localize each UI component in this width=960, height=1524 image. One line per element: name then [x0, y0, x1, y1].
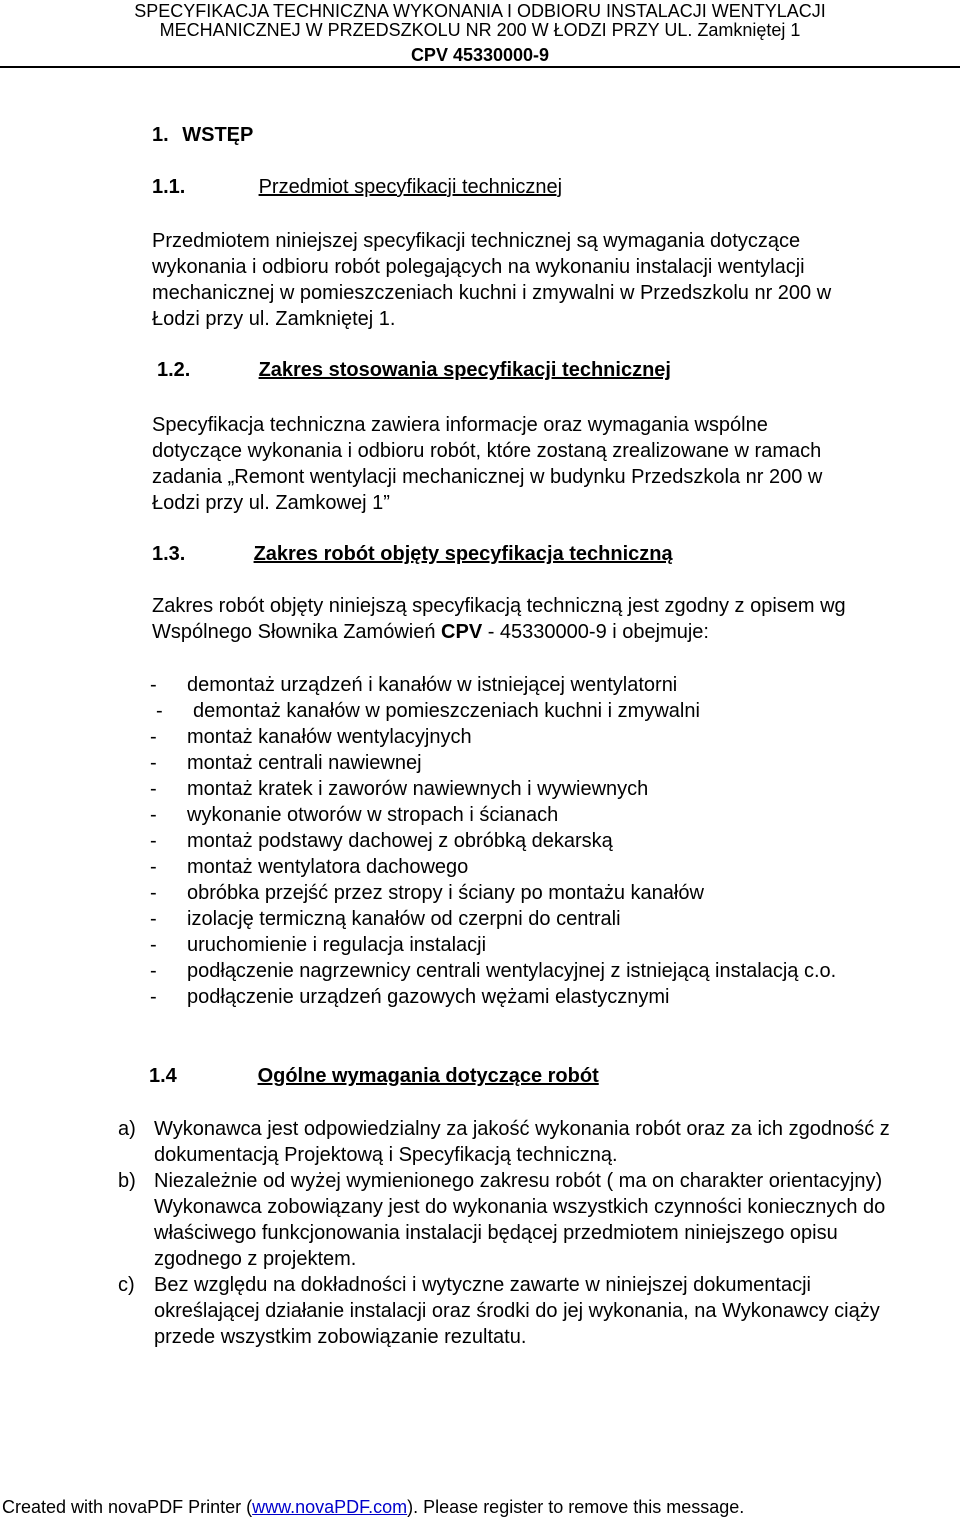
dash-bullet: -	[150, 830, 157, 852]
dash-bullet: -	[150, 726, 157, 748]
list-item	[150, 906, 836, 932]
item-text: Bez względu na dokładności i wytyczne zawarte w niniejszej dokumentacji określającej działanie instalacji oraz środki do jej wykonania, na Wykonawcy ciąży przede wszystkim zobowiązanie rezultatu.	[154, 1274, 880, 1348]
list-item-text: montaż centrali nawiewnej	[187, 752, 422, 774]
section-1-3-intro	[152, 593, 846, 645]
list-item	[150, 854, 836, 880]
list-item	[150, 802, 836, 828]
paragraph-line: Specyfikacja techniczna zawiera informacje oraz wymagania wspólne	[152, 414, 768, 436]
list-item-text: obróbka przejść przez stropy i ściany po montażu kanałów	[187, 882, 704, 904]
item-marker: b)	[118, 1170, 136, 1192]
paragraph-line: wykonania i odbioru robót polegających na wykonaniu instalacji wentylacji	[152, 256, 805, 278]
paragraph-line: Łodzi przy ul. Zamkowej 1”	[152, 492, 390, 514]
requirements-list	[118, 1116, 914, 1350]
requirement-item	[118, 1116, 914, 1168]
paragraph-line: Zakres robót objęty niniejszą specyfikacją techniczną jest zgodny z opisem wg	[152, 595, 846, 617]
dash-bullet: -	[150, 674, 157, 696]
header-rule	[0, 66, 960, 68]
text-segment: Wspólnego Słownika Zamówień	[152, 621, 442, 643]
paragraph-line: mechanicznej w pomieszczeniach kuchni i zmywalni w Przedszkolu nr 200 w	[152, 282, 832, 304]
list-item	[156, 698, 842, 724]
dash-bullet: -	[150, 778, 157, 800]
section-1-4-heading	[149, 1065, 599, 1088]
section-1-1-title: Przedmiot specyfikacji technicznej	[258, 176, 563, 198]
cpv-label: CPV	[441, 621, 483, 643]
section-1-heading	[152, 124, 253, 147]
list-item-text: montaż kanałów wentylacyjnych	[187, 726, 472, 748]
dash-bullet: -	[150, 960, 157, 982]
section-1-1-number: 1.1.	[152, 176, 186, 198]
footer-text: Created with novaPDF Printer (	[2, 1497, 253, 1517]
section-1-3-number: 1.3.	[152, 543, 186, 565]
section-1-2-number: 1.2.	[157, 359, 191, 381]
requirement-item	[118, 1272, 914, 1350]
item-marker: a)	[118, 1118, 136, 1140]
section-1-2-paragraph	[152, 412, 822, 516]
list-item-text: uruchomienie i regulacja instalacji	[187, 934, 487, 956]
list-item-text: montaż wentylatora dachowego	[187, 856, 469, 878]
dash-bullet: -	[156, 700, 163, 722]
list-item-text: montaż kratek i zaworów nawiewnych i wywiewnych	[187, 778, 649, 800]
header-line-2: MECHANICZNEJ W PRZEDSZKOLU NR 200 W ŁODZI PRZY UL. Zamkniętej 1	[159, 20, 801, 40]
list-item	[150, 750, 836, 776]
list-item	[150, 672, 836, 698]
section-1-1-paragraph	[152, 228, 831, 332]
footer-watermark	[2, 1496, 744, 1518]
list-item-text: demontaż kanałów w pomieszczeniach kuchni i zmywalni	[193, 700, 700, 722]
footer-link[interactable]: www.novaPDF.com	[252, 1497, 408, 1517]
text-segment: - 45330000-9 i obejmuje:	[482, 621, 709, 643]
dash-bullet: -	[150, 986, 157, 1008]
requirement-item	[118, 1168, 914, 1272]
list-item-text: podłączenie urządzeń gazowych wężami elastycznymi	[187, 986, 670, 1008]
list-item-text: wykonanie otworów w stropach i ścianach	[187, 804, 559, 826]
item-text: Wykonawca jest odpowiedzialny za jakość wykonania robót oraz za ich zgodność z dokumentacją Projektową i Specyfikacją techniczną.	[154, 1118, 890, 1166]
section-1-number: 1.	[152, 124, 169, 146]
scope-list	[150, 672, 836, 1010]
paragraph-line: Przedmiotem niniejszej specyfikacji technicznej są wymagania dotyczące	[152, 230, 801, 252]
list-item-text: demontaż urządzeń i kanałów w istniejącej wentylatorni	[187, 674, 678, 696]
paragraph-line: zadania „Remont wentylacji mechanicznej w budynku Przedszkola nr 200 w	[152, 466, 823, 488]
list-item	[150, 958, 836, 984]
paragraph-line: dotyczące wykonania i odbioru robót, które zostaną zrealizowane w ramach	[152, 440, 822, 462]
section-1-2-title: Zakres stosowania specyfikacji technicznej	[258, 359, 671, 381]
list-item	[150, 984, 836, 1010]
dash-bullet: -	[150, 882, 157, 904]
list-item	[150, 828, 836, 854]
section-1-3-heading	[152, 543, 673, 566]
dash-bullet: -	[150, 752, 157, 774]
dash-bullet: -	[150, 908, 157, 930]
dash-bullet: -	[150, 934, 157, 956]
section-1-4-title: Ogólne wymagania dotyczące robót	[257, 1065, 599, 1087]
paragraph-line: Łodzi przy ul. Zamkniętej 1.	[152, 308, 396, 330]
dash-bullet: -	[150, 804, 157, 826]
section-1-2-heading	[157, 359, 671, 382]
header-cpv: CPV 45330000-9	[410, 45, 550, 65]
header-line-1: SPECYFIKACJA TECHNICZNA WYKONANIA I ODBIORU INSTALACJI WENTYLACJI	[134, 1, 826, 21]
section-1-1-heading	[152, 176, 562, 199]
list-item	[150, 932, 836, 958]
list-item-text: montaż podstawy dachowej z obróbką dekarską	[187, 830, 613, 852]
section-1-title: WSTĘP	[182, 124, 254, 146]
list-item	[150, 880, 836, 906]
paragraph-line	[152, 619, 846, 645]
item-text: Niezależnie od wyżej wymienionego zakresu robót ( ma on charakter orientacyjny) Wykonawca zobowiązany jest do wykonania wszystkich czynności koniecznych do właściwego funkcjonowania instalacji będącej przedmiotem niniejszego opisu zgodnego z projektem.	[154, 1170, 886, 1270]
dash-bullet: -	[150, 856, 157, 878]
list-item-text: podłączenie nagrzewnicy centrali wentylacyjnej z istniejącą instalacją c.o.	[187, 960, 837, 982]
list-item	[150, 724, 836, 750]
section-1-4-number: 1.4	[149, 1065, 177, 1087]
list-item-text: izolację termiczną kanałów od czerpni do centrali	[187, 908, 621, 930]
item-marker: c)	[118, 1274, 135, 1296]
list-item	[150, 776, 836, 802]
section-1-3-title: Zakres robót objęty specyfikacja techniczną	[253, 543, 673, 565]
footer-text: ). Please register to remove this message.	[407, 1497, 745, 1517]
